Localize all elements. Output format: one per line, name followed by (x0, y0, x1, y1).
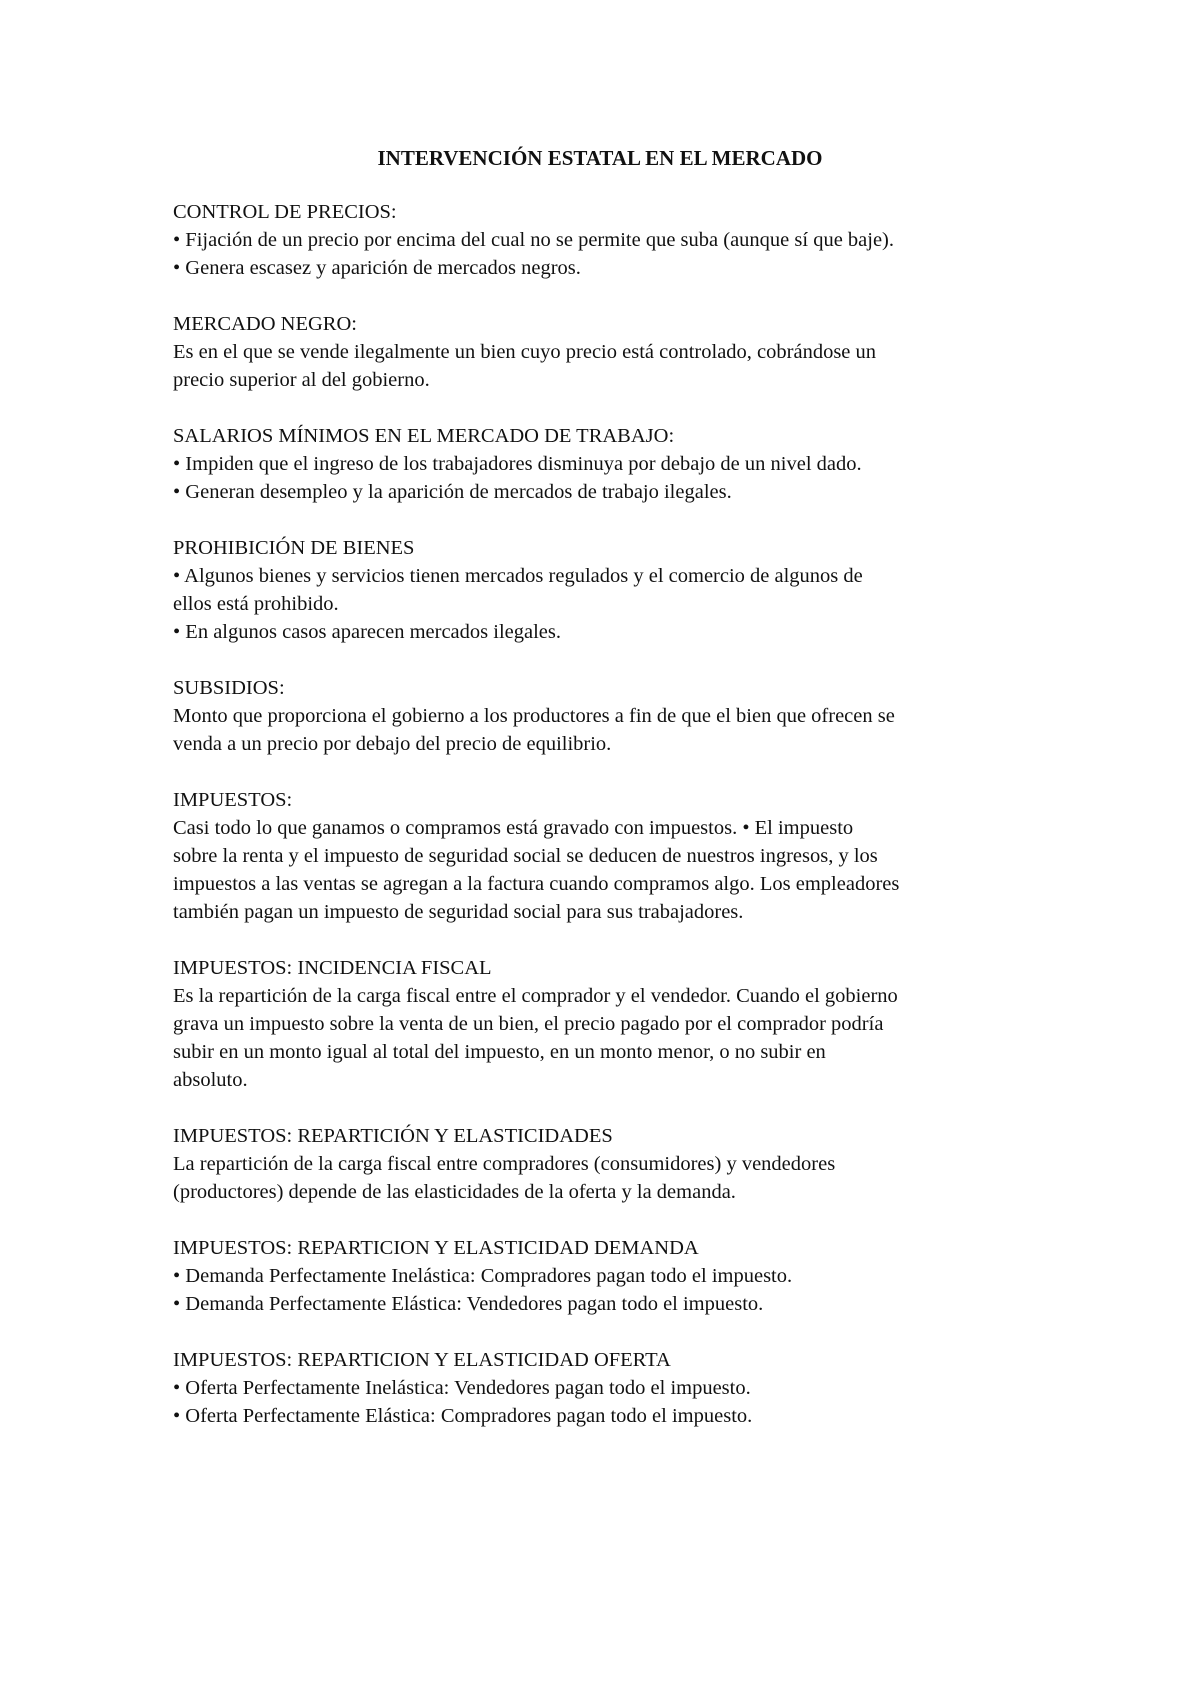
section-line: • Fijación de un precio por encima del cual no se permite que suba (aunque sí que baje). (173, 229, 895, 251)
section (173, 674, 1073, 758)
section-line: absoluto. (173, 1069, 248, 1091)
section-line: impuestos a las ventas se agregan a la factura cuando compramos algo. Los empleadores (173, 873, 900, 895)
section-line: • Impiden que el ingreso de los trabajadores disminuya por debajo de un nivel dado. (173, 453, 862, 475)
section-heading: SUBSIDIOS: (173, 677, 285, 699)
section (173, 310, 1073, 394)
section-heading: IMPUESTOS: REPARTICION Y ELASTICIDAD DEMANDA (173, 1237, 699, 1259)
section-heading: SALARIOS MÍNIMOS EN EL MERCADO DE TRABAJO: (173, 425, 675, 447)
section (173, 1122, 1073, 1206)
section-line: La repartición de la carga fiscal entre compradores (consumidores) y vendedores (173, 1153, 836, 1175)
document-body (173, 198, 1073, 1458)
section-heading: IMPUESTOS: REPARTICIÓN Y ELASTICIDADES (173, 1125, 613, 1147)
section-line: subir en un monto igual al total del impuesto, en un monto menor, o no subir en (173, 1041, 826, 1063)
section-heading: IMPUESTOS: (173, 789, 293, 811)
section-heading: MERCADO NEGRO: (173, 313, 357, 335)
section-line: • Demanda Perfectamente Elástica: Vendedores pagan todo el impuesto. (173, 1293, 764, 1315)
section-heading: IMPUESTOS: REPARTICION Y ELASTICIDAD OFERTA (173, 1349, 671, 1371)
section-line: • Oferta Perfectamente Inelástica: Vendedores pagan todo el impuesto. (173, 1377, 751, 1399)
section-heading: IMPUESTOS: INCIDENCIA FISCAL (173, 957, 492, 979)
section-line: Es la repartición de la carga fiscal entre el comprador y el vendedor. Cuando el gobierno (173, 985, 898, 1007)
section-line: sobre la renta y el impuesto de seguridad social se deducen de nuestros ingresos, y los (173, 845, 878, 867)
section-line: Casi todo lo que ganamos o compramos está gravado con impuestos. • El impuesto (173, 817, 854, 839)
section (173, 954, 1073, 1094)
section-line: • Demanda Perfectamente Inelástica: Compradores pagan todo el impuesto. (173, 1265, 793, 1287)
section (173, 1346, 1073, 1430)
section-line: ellos está prohibido. (173, 593, 339, 615)
section-heading: PROHIBICIÓN DE BIENES (173, 537, 415, 559)
section-heading: CONTROL DE PRECIOS: (173, 201, 397, 223)
section-line: también pagan un impuesto de seguridad social para sus trabajadores. (173, 901, 744, 923)
section-line: grava un impuesto sobre la venta de un bien, el precio pagado por el comprador podría (173, 1013, 884, 1035)
section (173, 198, 1073, 282)
section-line: • Oferta Perfectamente Elástica: Compradores pagan todo el impuesto. (173, 1405, 753, 1427)
section (173, 786, 1073, 926)
document-title: INTERVENCIÓN ESTATAL EN EL MERCADO (377, 146, 823, 170)
section-line: • En algunos casos aparecen mercados ilegales. (173, 621, 561, 643)
section-line: • Generan desempleo y la aparición de mercados de trabajo ilegales. (173, 481, 732, 503)
section (173, 422, 1073, 506)
section-line: venda a un precio por debajo del precio de equilibrio. (173, 733, 612, 755)
section-line: • Algunos bienes y servicios tienen mercados regulados y el comercio de algunos de (173, 565, 863, 587)
section-line: • Genera escasez y aparición de mercados negros. (173, 257, 581, 279)
section-line: (productores) depende de las elasticidades de la oferta y la demanda. (173, 1181, 736, 1203)
section-line: precio superior al del gobierno. (173, 369, 430, 391)
section (173, 1234, 1073, 1318)
section-line: Es en el que se vende ilegalmente un bien cuyo precio está controlado, cobrándose un (173, 341, 877, 363)
section (173, 534, 1073, 646)
section-line: Monto que proporciona el gobierno a los productores a fin de que el bien que ofrecen se (173, 705, 895, 727)
